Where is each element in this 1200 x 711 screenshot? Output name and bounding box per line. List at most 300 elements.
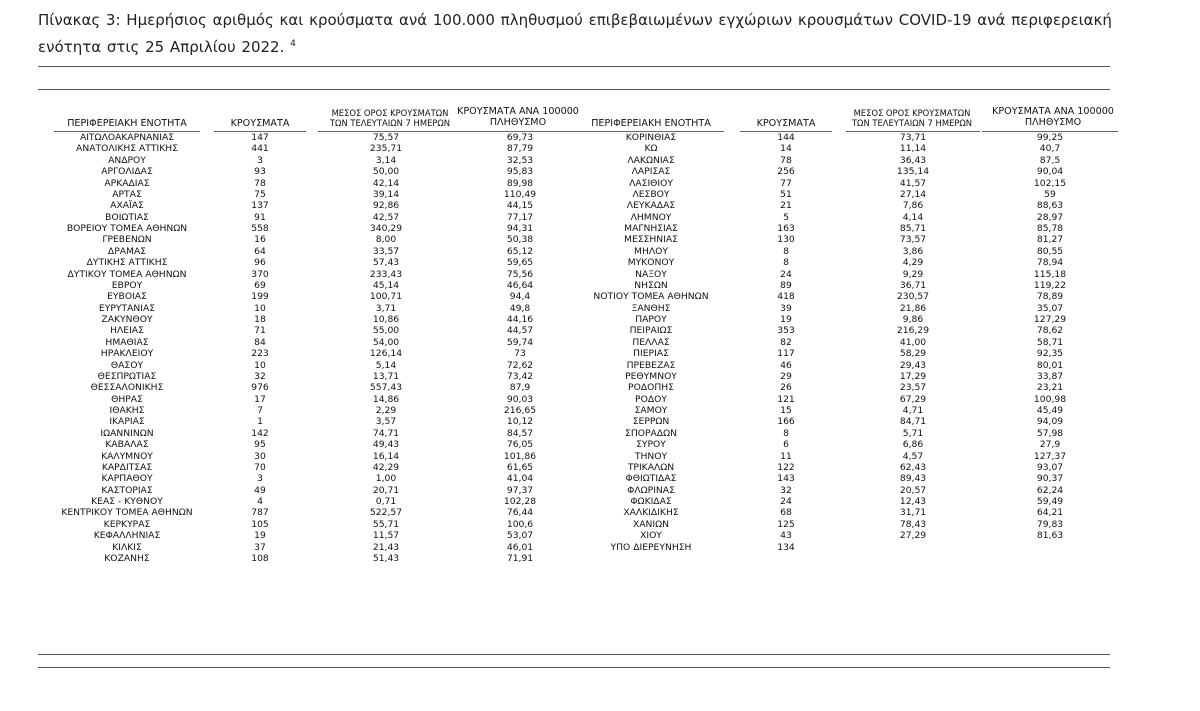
- cases-cell: 134: [777, 541, 795, 553]
- per100k-cell: 33,87: [1036, 370, 1064, 382]
- cases-cell: 142: [251, 427, 269, 439]
- region-cell: ΝΗΣΩΝ: [634, 279, 668, 291]
- avg7-cell: 73,71: [899, 132, 927, 143]
- cases-cell: 84: [254, 336, 266, 348]
- per100k-cell: 44,57: [506, 325, 534, 337]
- cases-cell: 8: [783, 257, 789, 269]
- cases-cell: 976: [251, 382, 269, 394]
- avg7-cell: 74,71: [372, 427, 400, 439]
- per100k-cell: 49,8: [509, 302, 531, 314]
- region-cell: ΑΧΑΪΑΣ: [110, 200, 144, 212]
- cases-cell: 24: [780, 268, 792, 280]
- avg7-cell: 42,14: [372, 177, 400, 189]
- cases-cell: 8: [783, 245, 789, 257]
- per100k-cell: 10,12: [506, 416, 534, 428]
- avg7-cell: 55,71: [372, 518, 400, 530]
- per100k-cell: 73: [514, 348, 526, 360]
- per100k-cell: 87,79: [506, 143, 534, 155]
- cases-cell: 95: [254, 439, 266, 451]
- avg7-cell: 41,57: [899, 177, 927, 189]
- cases-cell: 353: [777, 325, 795, 337]
- avg7-cell: 73,57: [899, 234, 927, 246]
- avg7-cell: 6,86: [902, 439, 924, 451]
- avg7-cell: 4,14: [902, 211, 924, 223]
- cases-cell: 89: [780, 279, 792, 291]
- region-cell: ΘΑΣΟΥ: [110, 359, 144, 371]
- avg7-cell: 9,86: [902, 314, 924, 325]
- header-region-right: ΠΕΡΙΦΕΡΕΙΑΚΗ ΕΝΟΤΗΤΑ: [591, 118, 711, 129]
- avg7-cell: 42,29: [372, 461, 400, 473]
- header-avg-line1: ΜΕΣΟΣ ΟΡΟΣ ΚΡΟΥΣΜΑΤΩΝ: [853, 108, 971, 118]
- cases-cell: 3: [257, 473, 263, 485]
- region-cell: ΡΟΔΟΥ: [635, 393, 667, 405]
- per100k-cell: 27,9: [1039, 439, 1061, 451]
- cases-cell: 32: [780, 484, 792, 496]
- region-cell: ΛΗΜΝΟΥ: [630, 211, 672, 223]
- cases-cell: 49: [254, 484, 266, 496]
- cases-cell: 147: [251, 132, 269, 143]
- avg7-cell: 340,29: [369, 223, 403, 234]
- cases-cell: 199: [251, 291, 269, 303]
- per100k-cell: 46,64: [506, 279, 534, 291]
- per100k-cell: 100,6: [506, 518, 534, 530]
- region-cell: ΤΗΝΟΥ: [634, 450, 668, 462]
- region-cell: ΠΙΕΡΙΑΣ: [633, 348, 669, 360]
- region-cell: ΜΗΛΟΥ: [634, 245, 668, 257]
- avg7-cell: 4,29: [902, 257, 924, 269]
- region-cell: ΗΡΑΚΛΕΙΟΥ: [100, 348, 154, 360]
- per100k-cell: 100,98: [1033, 393, 1067, 405]
- region-cell: ΠΡΕΒΕΖΑΣ: [626, 359, 676, 371]
- cases-cell: 6: [783, 439, 789, 451]
- region-cell: ΧΑΝΙΩΝ: [632, 518, 670, 530]
- avg7-cell: 41,00: [899, 336, 927, 348]
- cases-cell: 69: [254, 279, 266, 291]
- caption-footnote-marker: 4: [290, 39, 296, 49]
- per100k-cell: 73,42: [506, 370, 534, 382]
- cases-cell: 93: [254, 166, 266, 178]
- cases-cell: 163: [777, 223, 795, 234]
- per100k-cell: 35,07: [1036, 302, 1064, 314]
- avg7-cell: 1,00: [375, 473, 397, 485]
- header-cases-left: ΚΡΟΥΣΜΑΤΑ: [230, 118, 290, 129]
- avg7-cell: 3,86: [902, 245, 924, 257]
- avg7-cell: 54,00: [372, 336, 400, 348]
- region-cell: ΙΚΑΡΙΑΣ: [109, 416, 145, 428]
- header-per100k-line1: ΚΡΟΥΣΜΑΤΑ ΑΝΑ 100000: [457, 106, 579, 117]
- region-cell: ΑΡΚΑΔΙΑΣ: [104, 177, 150, 189]
- cases-cell: 10: [254, 302, 266, 314]
- cases-cell: 4: [257, 496, 263, 507]
- per100k-cell: 61,65: [506, 461, 534, 473]
- avg7-cell: 0,71: [375, 496, 397, 507]
- region-cell: ΚΟΡΙΝΘΙΑΣ: [625, 132, 677, 143]
- region-cell: ΚΙΛΚΙΣ: [112, 541, 142, 553]
- region-cell: ΝΑΞΟΥ: [635, 268, 667, 280]
- region-cell: ΚΕΑΣ - ΚΥΘΝΟΥ: [91, 496, 163, 507]
- region-cell: ΓΡΕΒΕΝΩΝ: [102, 234, 152, 246]
- region-cell: ΘΕΣΣΑΛΟΝΙΚΗΣ: [90, 382, 164, 394]
- per100k-cell: 110,49: [503, 188, 537, 200]
- header-per100k-line1: ΚΡΟΥΣΜΑΤΑ ΑΝΑ 100000: [992, 106, 1114, 117]
- avg7-cell: 23,57: [899, 382, 927, 394]
- avg7-cell: 33,57: [372, 245, 400, 257]
- avg7-cell: 100,71: [369, 291, 403, 303]
- region-cell: ΚΕΡΚΥΡΑΣ: [103, 518, 151, 530]
- per100k-cell: 94,4: [509, 291, 531, 303]
- avg7-cell: 522,57: [369, 507, 403, 519]
- header-top-rule: [38, 89, 1110, 90]
- cases-cell: 122: [777, 461, 795, 473]
- region-cell: ΚΑΣΤΟΡΙΑΣ: [101, 484, 153, 496]
- avg7-cell: 135,14: [896, 166, 930, 178]
- region-cell: ΘΗΡΑΣ: [111, 393, 143, 405]
- per100k-cell: 59,49: [1036, 496, 1064, 507]
- avg7-cell: 4,71: [902, 405, 924, 416]
- region-cell: ΧΑΛΚΙΔΙΚΗΣ: [623, 507, 679, 519]
- per100k-cell: 46,01: [506, 541, 534, 553]
- per100k-cell: 23,21: [1036, 382, 1064, 394]
- avg7-cell: 5,71: [902, 427, 924, 439]
- per100k-cell: 44,15: [506, 200, 534, 212]
- cases-cell: 17: [254, 393, 266, 405]
- per100k-cell: 57,98: [1036, 427, 1064, 439]
- avg7-cell: 216,29: [896, 325, 930, 337]
- cases-cell: 7: [257, 405, 263, 416]
- per100k-cell: 85,78: [1036, 223, 1064, 234]
- cases-cell: 46: [780, 359, 792, 371]
- per100k-cell: 50,38: [506, 234, 534, 246]
- cases-cell: 78: [780, 154, 792, 166]
- header-cases-right: ΚΡΟΥΣΜΑΤΑ: [756, 118, 816, 129]
- avg7-cell: 67,29: [899, 393, 927, 405]
- region-cell: ΠΑΡΟΥ: [635, 314, 667, 325]
- region-cell: ΛΕΥΚΑΔΑΣ: [626, 200, 676, 212]
- per100k-cell: 79,83: [1036, 518, 1064, 530]
- per100k-cell: 87,5: [1039, 154, 1061, 166]
- per100k-cell: 59,74: [506, 336, 534, 348]
- region-cell: ΑΙΤΩΛΟΑΚΑΡΝΑΝΙΑΣ: [79, 132, 175, 143]
- cases-cell: 39: [780, 302, 792, 314]
- avg7-cell: 3,71: [375, 302, 397, 314]
- region-cell: ΣΕΡΡΩΝ: [632, 416, 670, 428]
- avg7-cell: 3,57: [375, 416, 397, 428]
- cases-cell: 143: [777, 473, 795, 485]
- cases-cell: 1: [257, 416, 263, 428]
- region-cell: ΛΑΚΩΝΙΑΣ: [627, 154, 675, 166]
- per100k-cell: 78,89: [1036, 291, 1064, 303]
- region-cell: ΚΑΒΑΛΑΣ: [105, 439, 149, 451]
- region-cell: ΙΘΑΚΗΣ: [109, 405, 145, 416]
- cases-cell: 8: [783, 427, 789, 439]
- per100k-cell: 72,62: [506, 359, 534, 371]
- avg7-cell: 8,00: [375, 234, 397, 246]
- avg7-cell: 57,43: [372, 257, 400, 269]
- region-cell: ΞΑΝΘΗΣ: [631, 302, 671, 314]
- header-per100k-right: [978, 106, 1128, 128]
- avg7-cell: 3,14: [375, 154, 397, 166]
- per100k-cell: 76,44: [506, 507, 534, 519]
- avg7-cell: 126,14: [369, 348, 403, 360]
- per100k-cell: 59,65: [506, 257, 534, 269]
- caption-text: Πίνακας 3: Ημερήσιος αριθμός και κρούσματα ανά 100.000 πληθυσμού επιβεβαιωμένων εγχώριων κρουσμάτων COVID-19 ανά περιφερειακή ενότητα στις 25 Απριλίου 2022.: [38, 11, 1112, 56]
- bottom-rule: [38, 654, 1110, 655]
- per100k-cell: 32,53: [506, 154, 534, 166]
- avg7-cell: 5,14: [375, 359, 397, 371]
- top-rule: [38, 66, 1110, 67]
- per100k-cell: 28,97: [1036, 211, 1064, 223]
- cases-cell: 96: [254, 257, 266, 269]
- region-cell: ΚΑΛΥΜΝΟΥ: [101, 450, 153, 462]
- region-cell: ΒΟΙΩΤΙΑΣ: [105, 211, 149, 223]
- cases-cell: 125: [777, 518, 795, 530]
- region-cell: ΗΛΕΙΑΣ: [110, 325, 144, 337]
- cases-cell: 29: [780, 370, 792, 382]
- cases-cell: 71: [254, 325, 266, 337]
- region-cell: ΦΘΙΩΤΙΔΑΣ: [625, 473, 677, 485]
- region-cell: ΦΛΩΡΙΝΑΣ: [627, 484, 675, 496]
- per100k-cell: 90,04: [1036, 166, 1064, 178]
- region-cell: ΠΕΙΡΑΙΩΣ: [629, 325, 673, 337]
- header-avg-right: [840, 108, 984, 128]
- cases-cell: 5: [783, 211, 789, 223]
- region-cell: ΛΑΣΙΘΙΟΥ: [629, 177, 673, 189]
- cases-cell: 51: [780, 188, 792, 200]
- per100k-cell: 93,07: [1036, 461, 1064, 473]
- cases-cell: 15: [780, 405, 792, 416]
- region-cell: ΚΕΝΤΡΙΚΟΥ ΤΟΜΕΑ ΑΘΗΝΩΝ: [61, 507, 193, 519]
- avg7-cell: 230,57: [896, 291, 930, 303]
- per100k-cell: 89,98: [506, 177, 534, 189]
- per100k-cell: 62,24: [1036, 484, 1064, 496]
- cases-cell: 68: [780, 507, 792, 519]
- per100k-cell: 77,17: [506, 211, 534, 223]
- cases-cell: 418: [777, 291, 795, 303]
- region-cell: ΜΑΓΝΗΣΙΑΣ: [624, 223, 678, 234]
- cases-cell: 24: [780, 496, 792, 507]
- region-cell: ΜΕΣΣΗΝΙΑΣ: [624, 234, 678, 246]
- per100k-cell: 76,05: [506, 439, 534, 451]
- per100k-cell: 94,31: [506, 223, 534, 234]
- per100k-cell: 90,03: [506, 393, 534, 405]
- avg7-cell: 89,43: [899, 473, 927, 485]
- region-cell: ΣΠΟΡΑΔΩΝ: [625, 427, 677, 439]
- per100k-cell: 127,29: [1033, 314, 1067, 325]
- per100k-cell: 81,27: [1036, 234, 1064, 246]
- region-cell: ΡΕΘΥΜΝΟΥ: [625, 370, 677, 382]
- per100k-cell: 115,18: [1033, 268, 1067, 280]
- header-per100k-left: [448, 106, 588, 128]
- avg7-cell: 14,86: [372, 393, 400, 405]
- per100k-cell: 44,16: [506, 314, 534, 325]
- region-cell: ΚΟΖΑΝΗΣ: [104, 552, 150, 564]
- avg7-cell: 11,14: [899, 143, 927, 155]
- avg7-cell: 51,43: [372, 552, 400, 564]
- per100k-cell: 65,12: [506, 245, 534, 257]
- per100k-cell: 78,62: [1036, 325, 1064, 337]
- region-cell: ΛΑΡΙΣΑΣ: [631, 166, 671, 178]
- region-cell: ΔΡΑΜΑΣ: [107, 245, 147, 257]
- cases-cell: 370: [251, 268, 269, 280]
- region-cell: ΑΡΤΑΣ: [112, 188, 142, 200]
- per100k-cell: 95,83: [506, 166, 534, 178]
- per100k-cell: 80,55: [1036, 245, 1064, 257]
- per100k-cell: 102,28: [503, 496, 537, 507]
- per100k-cell: 87,9: [509, 382, 531, 394]
- per100k-cell: 97,37: [506, 484, 534, 496]
- avg7-cell: 78,43: [899, 518, 927, 530]
- avg7-cell: 21,43: [372, 541, 400, 553]
- avg7-cell: 39,14: [372, 188, 400, 200]
- header-avg-line1: ΜΕΣΟΣ ΟΡΟΣ ΚΡΟΥΣΜΑΤΩΝ: [331, 108, 449, 118]
- region-cell: ΙΩΑΝΝΙΝΩΝ: [100, 427, 154, 439]
- avg7-cell: 16,14: [372, 450, 400, 462]
- bottom-rule-2: [38, 667, 1110, 668]
- cases-cell: 21: [780, 200, 792, 212]
- cases-cell: 3: [257, 154, 263, 166]
- avg7-cell: 11,57: [372, 530, 400, 542]
- cases-cell: 30: [254, 450, 266, 462]
- region-cell: ΒΟΡΕΙΟΥ ΤΟΜΕΑ ΑΘΗΝΩΝ: [66, 223, 188, 234]
- cases-cell: 166: [777, 416, 795, 428]
- cases-cell: 130: [777, 234, 795, 246]
- per100k-cell: 81,63: [1036, 530, 1064, 542]
- cases-cell: 11: [780, 450, 792, 462]
- region-cell: ΗΜΑΘΙΑΣ: [105, 336, 149, 348]
- avg7-cell: 36,43: [899, 154, 927, 166]
- region-cell: ΔΥΤΙΚΗΣ ΑΤΤΙΚΗΣ: [86, 257, 168, 269]
- per100k-cell: 45,49: [1036, 405, 1064, 416]
- avg7-cell: 7,86: [902, 200, 924, 212]
- region-cell: ΚΑΡΔΙΤΣΑΣ: [101, 461, 153, 473]
- cases-cell: 558: [251, 223, 269, 234]
- per100k-cell: 90,37: [1036, 473, 1064, 485]
- cases-cell: 77: [780, 177, 792, 189]
- cases-cell: 19: [780, 314, 792, 325]
- avg7-cell: 20,57: [899, 484, 927, 496]
- region-cell: ΜΥΚΟΝΟΥ: [627, 257, 675, 269]
- region-cell: ΤΡΙΚΑΛΩΝ: [627, 461, 675, 473]
- avg7-cell: 85,71: [899, 223, 927, 234]
- per100k-cell: 41,04: [506, 473, 534, 485]
- cases-cell: 10: [254, 359, 266, 371]
- header-avg-line2: ΤΩΝ ΤΕΛΕΥΤΑΙΩΝ 7 ΗΜΕΡΩΝ: [851, 118, 973, 128]
- avg7-cell: 557,43: [369, 382, 403, 394]
- avg7-cell: 233,43: [369, 268, 403, 280]
- avg7-cell: 21,86: [899, 302, 927, 314]
- avg7-cell: 58,29: [899, 348, 927, 360]
- avg7-cell: 27,29: [899, 530, 927, 542]
- region-cell: ΑΝΑΤΟΛΙΚΗΣ ΑΤΤΙΚΗΣ: [76, 143, 178, 155]
- avg7-cell: 29,43: [899, 359, 927, 371]
- cases-cell: 256: [777, 166, 795, 178]
- cases-cell: 32: [254, 370, 266, 382]
- per100k-cell: 80,01: [1036, 359, 1064, 371]
- region-cell: ΣΥΡΟΥ: [636, 439, 666, 451]
- region-cell: ΠΕΛΛΑΣ: [632, 336, 670, 348]
- per100k-cell: 69,73: [506, 132, 534, 143]
- cases-cell: 75: [254, 188, 266, 200]
- cases-cell: 117: [777, 348, 795, 360]
- per100k-cell: 216,65: [503, 405, 537, 416]
- region-cell: ΖΑΚΥΝΘΟΥ: [101, 314, 153, 325]
- per100k-cell: 101,86: [503, 450, 537, 462]
- cases-cell: 78: [254, 177, 266, 189]
- region-cell: ΥΠΟ ΔΙΕΡΕΥΝΗΣΗ: [610, 541, 692, 553]
- cases-cell: 16: [254, 234, 266, 246]
- header-avg-left: [318, 108, 462, 128]
- cases-cell: 137: [251, 200, 269, 212]
- region-cell: ΚΩ: [644, 143, 658, 155]
- cases-cell: 82: [780, 336, 792, 348]
- avg7-cell: 31,71: [899, 507, 927, 519]
- region-cell: ΡΟΔΟΠΗΣ: [628, 382, 674, 394]
- avg7-cell: 4,57: [902, 450, 924, 462]
- avg7-cell: 36,71: [899, 279, 927, 291]
- per100k-cell: 119,22: [1033, 279, 1067, 291]
- per100k-cell: 75,56: [506, 268, 534, 280]
- region-cell: ΕΒΡΟΥ: [111, 279, 143, 291]
- avg7-cell: 62,43: [899, 461, 927, 473]
- cases-cell: 91: [254, 211, 266, 223]
- cases-cell: 121: [777, 393, 795, 405]
- avg7-cell: 49,43: [372, 439, 400, 451]
- cases-cell: 787: [251, 507, 269, 519]
- cases-cell: 19: [254, 530, 266, 542]
- region-cell: ΔΥΤΙΚΟΥ ΤΟΜΕΑ ΑΘΗΝΩΝ: [67, 268, 187, 280]
- per100k-cell: 92,35: [1036, 348, 1064, 360]
- avg7-cell: 13,71: [372, 370, 400, 382]
- avg7-cell: 20,71: [372, 484, 400, 496]
- region-cell: ΑΝΔΡΟΥ: [108, 154, 146, 166]
- region-cell: ΝΟΤΙΟΥ ΤΟΜΕΑ ΑΘΗΝΩΝ: [593, 291, 709, 303]
- per100k-cell: 127,37: [1033, 450, 1067, 462]
- per100k-cell: 53,07: [506, 530, 534, 542]
- cases-cell: 441: [251, 143, 269, 155]
- header-per100k-line2: ΠΛΗΘΥΣΜΟ: [1024, 117, 1082, 128]
- table-caption: [38, 8, 1128, 59]
- avg7-cell: 50,00: [372, 166, 400, 178]
- per100k-cell: 58,71: [1036, 336, 1064, 348]
- cases-cell: 108: [251, 552, 269, 564]
- avg7-cell: 27,14: [899, 188, 927, 200]
- avg7-cell: 12,43: [899, 496, 927, 507]
- per100k-cell: 99,25: [1036, 132, 1064, 143]
- cases-cell: 70: [254, 461, 266, 473]
- cases-cell: 26: [780, 382, 792, 394]
- cases-cell: 223: [251, 348, 269, 360]
- avg7-cell: 75,57: [372, 132, 400, 143]
- cases-cell: 144: [777, 132, 795, 143]
- cases-cell: 18: [254, 314, 266, 325]
- avg7-cell: 42,57: [372, 211, 400, 223]
- region-cell: ΣΑΜΟΥ: [634, 405, 668, 416]
- avg7-cell: 55,00: [372, 325, 400, 337]
- avg7-cell: 9,29: [902, 268, 924, 280]
- region-cell: ΕΥΡΥΤΑΝΙΑΣ: [98, 302, 156, 314]
- region-cell: ΚΑΡΠΑΘΟΥ: [101, 473, 153, 485]
- header-region-left: ΠΕΡΙΦΕΡΕΙΑΚΗ ΕΝΟΤΗΤΑ: [67, 118, 187, 129]
- cases-cell: 43: [780, 530, 792, 542]
- region-cell: ΑΡΓΟΛΙΔΑΣ: [101, 166, 153, 178]
- region-cell: ΧΙΟΥ: [640, 530, 662, 542]
- region-cell: ΕΥΒΟΙΑΣ: [107, 291, 147, 303]
- region-cell: ΦΩΚΙΔΑΣ: [630, 496, 672, 507]
- avg7-cell: 235,71: [369, 143, 403, 155]
- avg7-cell: 84,71: [899, 416, 927, 428]
- region-cell: ΘΕΣΠΡΩΤΙΑΣ: [97, 370, 157, 382]
- per100k-cell: 84,57: [506, 427, 534, 439]
